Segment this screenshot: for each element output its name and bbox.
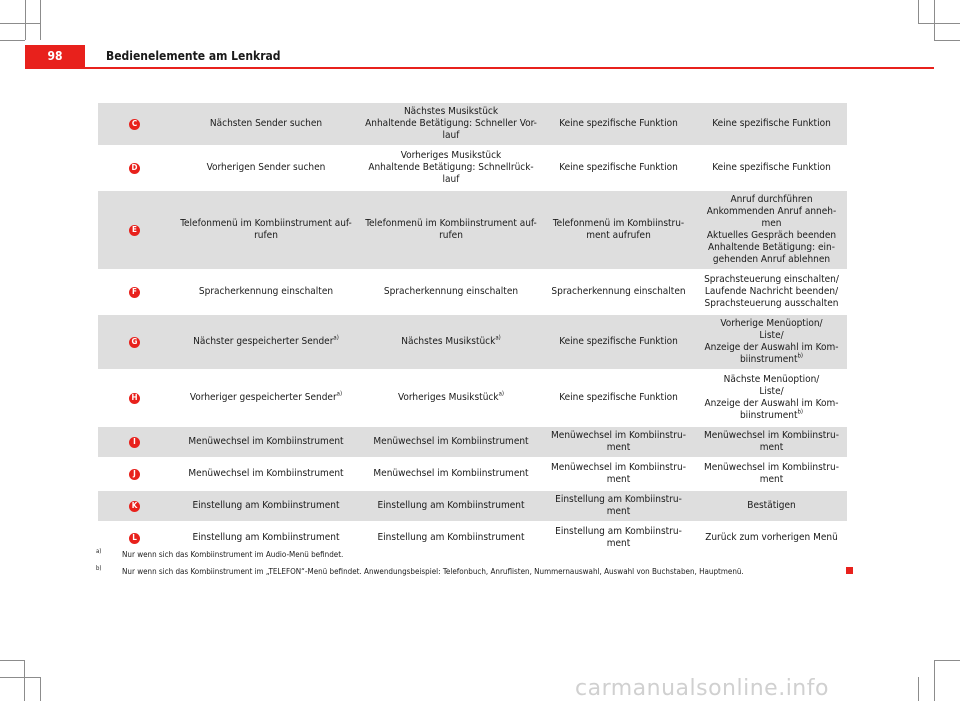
cell-text: Nächsten Sender suchen <box>209 118 323 129</box>
table-cell <box>171 459 361 489</box>
cell-text: Menüwechsel im Kombiinstrument <box>373 436 529 447</box>
table-cell <box>696 371 847 425</box>
table-cell <box>696 271 847 313</box>
table-cell <box>171 147 361 189</box>
page-number: 98 <box>25 45 85 67</box>
table-row <box>98 491 847 521</box>
table-cell <box>541 459 696 489</box>
table-cell <box>361 371 541 425</box>
table-cell <box>361 271 541 313</box>
control-letter-badge: E <box>129 225 140 236</box>
crop-mark <box>918 23 960 24</box>
footnote-reference: b) <box>797 352 804 360</box>
crop-mark <box>918 0 919 24</box>
page-title: Bedienelemente am Lenkrad <box>106 49 281 63</box>
table-cell <box>361 459 541 489</box>
row-letter-cell <box>98 315 171 369</box>
cell-text: Sprachsteuerung einschalten/ Laufende Nachricht beenden/ Sprachsteuerung ausschalten <box>704 274 839 309</box>
footnote-mark: a) <box>96 548 102 555</box>
cell-text: Spracherkennung einschalten <box>383 286 519 297</box>
control-letter-badge: F <box>129 287 140 298</box>
footnote-text: Nur wenn sich das Kombiinstrument im Audio-Menü befindet. <box>122 550 344 559</box>
table-cell <box>541 523 696 553</box>
cell-text: Einstellung am Kombiinstrument <box>192 500 340 511</box>
cell-text: Spracherkennung einschalten <box>198 286 334 297</box>
cell-text: Keine spezifische Funktion <box>559 118 678 129</box>
table-cell <box>171 103 361 145</box>
row-letter-cell <box>98 371 171 425</box>
table-row <box>98 523 847 553</box>
control-letter-badge: C <box>129 119 140 130</box>
cell-text: Nächster gespeicherter Sender <box>193 336 334 347</box>
table-cell <box>361 147 541 189</box>
cell-text: Einstellung am Kombiinstru- ment <box>555 494 682 517</box>
table-cell <box>361 427 541 457</box>
table-row <box>98 191 847 269</box>
footnotes <box>96 548 865 584</box>
crop-mark <box>0 660 24 661</box>
footnote-text: Nur wenn sich das Kombiinstrument im „TELEFON“-Menü befindet. Anwendungsbeispiel: Telefonbuch, Anruflisten, Nummernauswahl, Auswahl von Buchstaben, Hauptmenü. <box>122 567 744 576</box>
table-cell <box>171 271 361 313</box>
crop-mark <box>40 0 41 40</box>
header-divider <box>25 67 934 69</box>
row-letter-cell <box>98 523 171 553</box>
table-cell <box>696 523 847 553</box>
table-cell <box>171 491 361 521</box>
cell-text: Vorheriges Musikstück Anhaltende Betätigung: Schnellrück- lauf <box>368 150 534 185</box>
footnote-reference: a) <box>498 390 504 398</box>
table-cell <box>541 371 696 425</box>
cell-text: Vorheriges Musikstück <box>398 392 499 403</box>
control-letter-badge: H <box>129 393 140 404</box>
footnote <box>96 565 865 577</box>
table-cell <box>361 191 541 269</box>
cell-text: Einstellung am Kombiinstrument <box>377 500 525 511</box>
table-cell <box>541 147 696 189</box>
table-cell <box>696 315 847 369</box>
cell-text: Vorheriger gespeicherter Sender <box>189 392 337 403</box>
cell-text: Menüwechsel im Kombiinstrument <box>188 436 344 447</box>
row-letter-cell <box>98 147 171 189</box>
table-row <box>98 459 847 489</box>
control-letter-badge: K <box>129 501 140 512</box>
cell-text: Menüwechsel im Kombiinstrument <box>373 468 529 479</box>
table-cell <box>541 491 696 521</box>
watermark: carmanualsonline.info <box>575 676 829 701</box>
cell-text: Menüwechsel im Kombiinstru- ment <box>704 462 839 485</box>
control-letter-badge: I <box>129 437 140 448</box>
cell-text: Keine spezifische Funktion <box>712 118 831 129</box>
crop-mark <box>0 677 40 678</box>
table-cell <box>361 103 541 145</box>
control-letter-badge: D <box>129 163 140 174</box>
row-letter-cell <box>98 103 171 145</box>
cell-text: Keine spezifische Funktion <box>712 162 831 173</box>
table-row <box>98 371 847 425</box>
crop-mark <box>934 660 960 661</box>
table-cell <box>171 523 361 553</box>
cell-text: Zurück zum vorherigen Menü <box>705 532 838 543</box>
cell-text: Bestätigen <box>747 500 796 511</box>
table-row <box>98 103 847 145</box>
table-cell <box>171 191 361 269</box>
cell-text: Keine spezifische Funktion <box>559 336 678 347</box>
crop-mark <box>934 40 960 41</box>
table-cell <box>171 315 361 369</box>
table-cell <box>541 271 696 313</box>
table-cell <box>361 491 541 521</box>
cell-text: Menüwechsel im Kombiinstrument <box>188 468 344 479</box>
cell-text: Einstellung am Kombiinstrument <box>377 532 525 543</box>
table-row <box>98 427 847 457</box>
cell-text: Telefonmenü im Kombiinstrument auf- rufen <box>180 218 352 241</box>
table-cell <box>541 191 696 269</box>
cell-text: Nächstes Musikstück Anhaltende Betätigung: Schneller Vor- lauf <box>365 106 537 141</box>
footnote-reference: a) <box>333 334 339 342</box>
control-letter-badge: J <box>129 469 140 480</box>
row-letter-cell <box>98 271 171 313</box>
control-letter-badge: L <box>129 533 140 544</box>
table-row <box>98 315 847 369</box>
table-cell <box>541 103 696 145</box>
row-letter-cell <box>98 491 171 521</box>
footnote-reference: b) <box>797 408 804 416</box>
cell-text: Menüwechsel im Kombiinstru- ment <box>551 462 686 485</box>
table-cell <box>696 459 847 489</box>
table-cell <box>696 147 847 189</box>
crop-mark <box>0 40 25 41</box>
cell-text: Menüwechsel im Kombiinstru- ment <box>704 430 839 453</box>
cell-text: Anruf durchführen Ankommenden Anruf anneh- men Aktuelles Gespräch beenden Anhaltende Betätigung: ein- gehenden Anruf ablehnen <box>706 194 837 265</box>
table-row <box>98 271 847 313</box>
cell-text: Vorherige Menüoption/ Liste/ Anzeige der Auswahl im Kom- biinstrument <box>704 318 839 365</box>
row-letter-cell <box>98 191 171 269</box>
cell-text: Telefonmenü im Kombiinstru- ment aufrufen <box>552 218 685 241</box>
footnote-mark: b) <box>96 565 102 572</box>
crop-mark <box>0 23 40 24</box>
section-end-marker <box>846 567 853 574</box>
cell-text: Spracherkennung einschalten <box>551 286 686 297</box>
crop-mark <box>918 677 919 701</box>
table-cell <box>541 427 696 457</box>
cell-text: Menüwechsel im Kombiinstru- ment <box>551 430 686 453</box>
footnote <box>96 548 865 560</box>
cell-text: Nächstes Musikstück <box>401 336 496 347</box>
table-cell <box>361 315 541 369</box>
crop-mark <box>24 660 25 701</box>
crop-mark <box>40 677 41 701</box>
table-cell <box>541 315 696 369</box>
cell-text: Keine spezifische Funktion <box>559 392 678 403</box>
crop-mark <box>934 660 935 701</box>
footnote-reference: a) <box>336 390 343 398</box>
cell-text: Vorherigen Sender suchen <box>206 162 326 173</box>
footnote-reference: a) <box>495 334 501 342</box>
control-letter-badge: G <box>129 337 140 348</box>
table-body <box>98 103 847 553</box>
table-cell <box>171 371 361 425</box>
table-cell <box>361 523 541 553</box>
table-cell <box>696 103 847 145</box>
table-cell <box>696 491 847 521</box>
table-cell <box>171 427 361 457</box>
crop-mark <box>934 0 935 40</box>
table-cell <box>696 191 847 269</box>
cell-text: Telefonmenü im Kombiinstrument auf- rufen <box>365 218 537 241</box>
row-letter-cell <box>98 427 171 457</box>
cell-text: Nächste Menüoption/ Liste/ Anzeige der Auswahl im Kom- biinstrument <box>704 374 839 421</box>
cell-text: Keine spezifische Funktion <box>559 162 678 173</box>
row-letter-cell <box>98 459 171 489</box>
cell-text: Einstellung am Kombiinstru- ment <box>555 526 682 549</box>
function-table <box>98 101 847 555</box>
cell-text: Einstellung am Kombiinstrument <box>192 532 340 543</box>
table-row <box>98 147 847 189</box>
crop-mark <box>25 0 26 40</box>
table-cell <box>696 427 847 457</box>
